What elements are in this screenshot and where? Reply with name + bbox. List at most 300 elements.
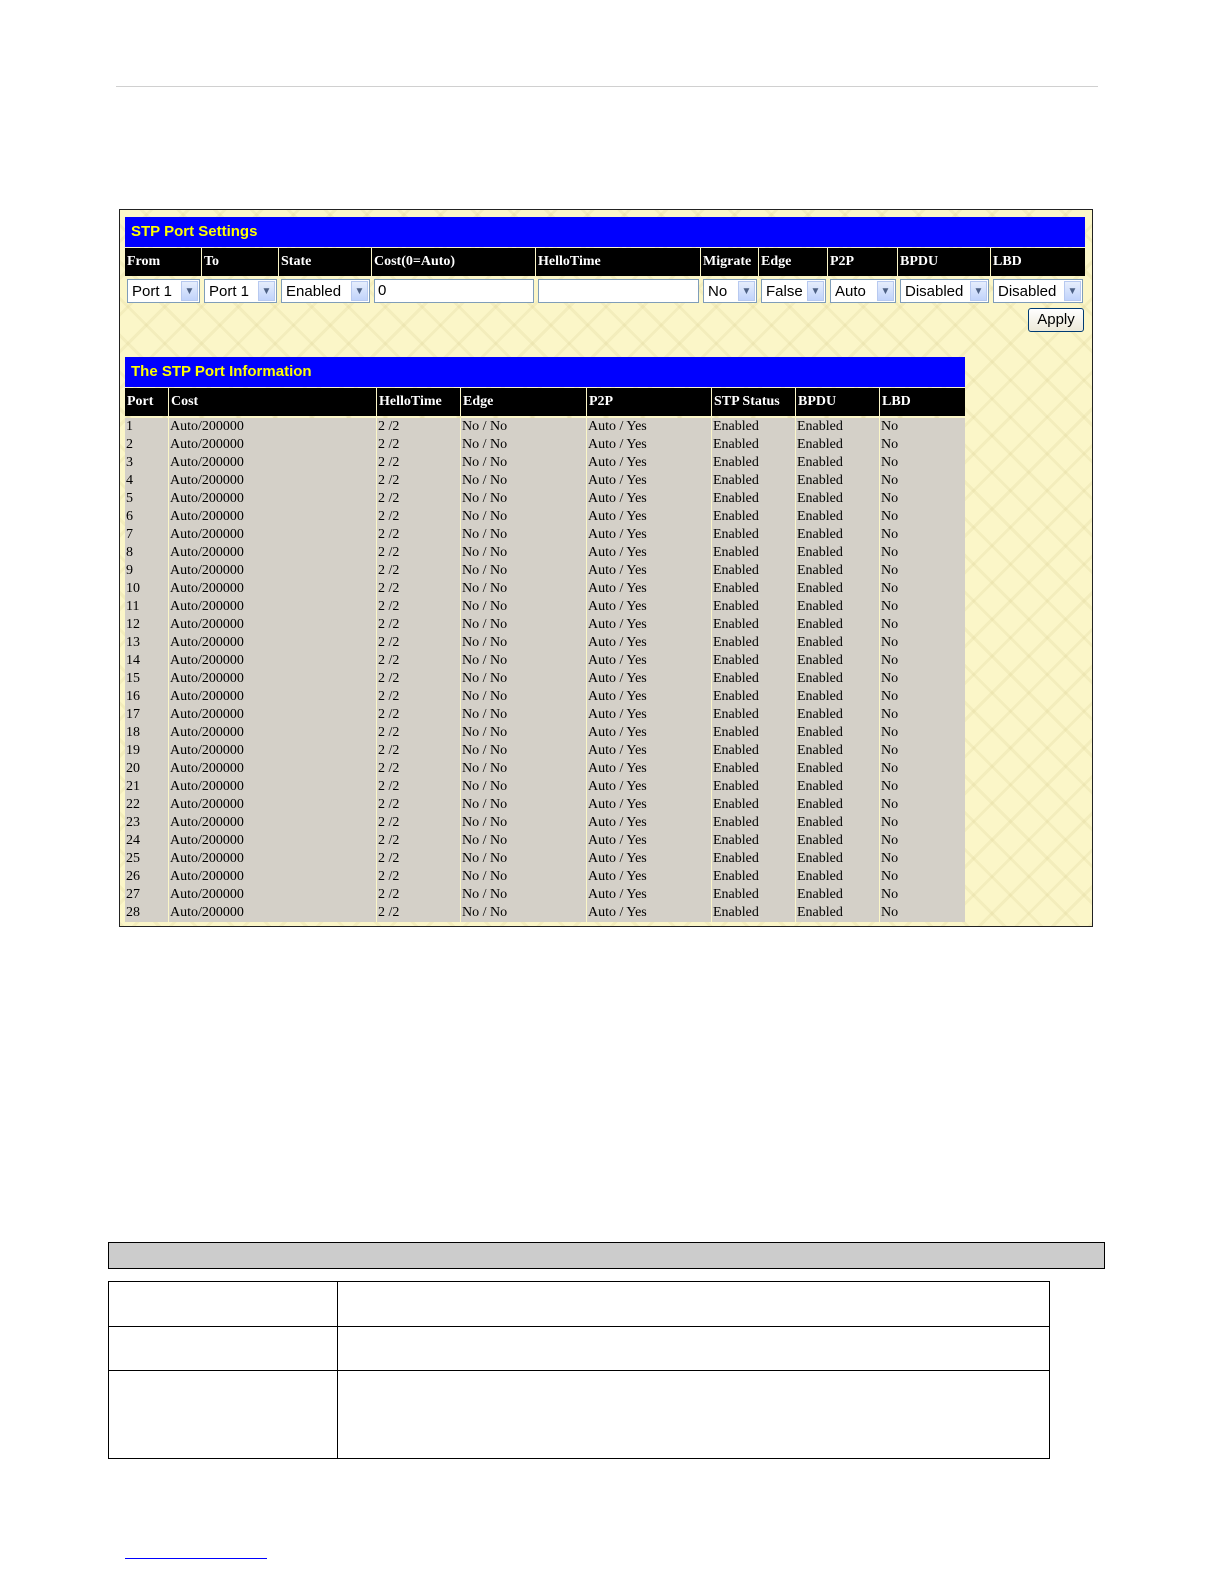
bpdu-select[interactable]: Disabled ▼ xyxy=(900,279,989,303)
table-row xyxy=(125,616,965,634)
table-cell: Auto/200000 xyxy=(169,814,377,832)
table-cell: No xyxy=(881,833,899,848)
table-row xyxy=(125,832,965,850)
table-row xyxy=(125,760,965,778)
table-cell: No / No xyxy=(461,724,587,742)
apply-button[interactable]: Apply xyxy=(1028,308,1084,332)
table-row xyxy=(125,598,965,616)
table-cell: Auto/200000 xyxy=(169,850,377,868)
table-cell: No xyxy=(881,743,899,758)
lbd-select[interactable]: Disabled ▼ xyxy=(993,279,1083,303)
info-title-bar: The STP Port Information xyxy=(125,357,965,387)
table-row xyxy=(125,778,965,796)
table-cell: Auto / Yes xyxy=(587,508,712,526)
table-row xyxy=(125,670,965,688)
table-cell: Auto / Yes xyxy=(587,832,712,850)
table-row xyxy=(125,814,965,832)
table-cell: 10 xyxy=(125,580,169,598)
state-select[interactable]: Enabled ▼ xyxy=(281,279,370,303)
chevron-down-icon[interactable]: ▼ xyxy=(877,281,894,301)
table-cell: Enabled xyxy=(796,526,880,544)
table-cell: No / No xyxy=(461,472,587,490)
table-cell: Enabled xyxy=(796,742,880,760)
table-cell: Enabled xyxy=(712,418,796,436)
table-cell: Auto/200000 xyxy=(169,778,377,796)
edge-select[interactable]: False ▼ xyxy=(761,279,826,303)
table-cell: Enabled xyxy=(796,706,880,724)
table-cell: Enabled xyxy=(712,796,796,814)
table-cell: Auto/200000 xyxy=(169,652,377,670)
table-cell: Enabled xyxy=(796,814,880,832)
table-cell: Enabled xyxy=(796,886,880,904)
table-cell: Auto/200000 xyxy=(169,706,377,724)
table-cell: 2 /2 xyxy=(377,562,461,580)
table-row xyxy=(125,706,965,724)
table-cell: Enabled xyxy=(796,598,880,616)
header-lbd: LBD xyxy=(993,254,1022,269)
table-cell: Enabled xyxy=(712,526,796,544)
table-cell: 2 /2 xyxy=(377,850,461,868)
chevron-down-icon[interactable]: ▼ xyxy=(970,281,987,301)
table-cell: 12 xyxy=(125,616,169,634)
table-cell: 13 xyxy=(125,634,169,652)
table-cell: 2 /2 xyxy=(377,706,461,724)
table-cell: Auto / Yes xyxy=(587,706,712,724)
table-cell: Auto / Yes xyxy=(587,598,712,616)
table-cell: 2 /2 xyxy=(377,616,461,634)
table-cell: No xyxy=(881,617,899,632)
table-cell: No / No xyxy=(461,796,587,814)
table-cell: No / No xyxy=(461,490,587,508)
table-cell: No / No xyxy=(461,508,587,526)
table-row xyxy=(125,868,965,886)
table-cell: 2 /2 xyxy=(377,814,461,832)
table-cell: 3 xyxy=(125,454,169,472)
table-cell: 2 /2 xyxy=(377,436,461,454)
table-cell: Enabled xyxy=(796,418,880,436)
table-row xyxy=(109,1282,1050,1327)
table-cell: Enabled xyxy=(712,904,796,922)
table-cell: No xyxy=(881,473,899,488)
table-cell: No / No xyxy=(461,706,587,724)
table-cell: No xyxy=(881,869,899,884)
table-cell: 27 xyxy=(125,886,169,904)
table-row xyxy=(125,904,965,922)
table-cell: 2 /2 xyxy=(377,454,461,472)
table-row xyxy=(125,688,965,706)
table-cell: Auto/200000 xyxy=(169,580,377,598)
table-cell: Auto/200000 xyxy=(169,472,377,490)
table-cell: Enabled xyxy=(712,598,796,616)
table-cell: 2 /2 xyxy=(377,490,461,508)
table-cell: Enabled xyxy=(712,490,796,508)
table-cell: 28 xyxy=(125,904,169,922)
chevron-down-icon[interactable]: ▼ xyxy=(181,281,198,301)
parameter-description-table xyxy=(108,1281,1050,1459)
table-row xyxy=(125,490,965,508)
table-cell: No xyxy=(881,437,899,452)
table-cell: 4 xyxy=(125,472,169,490)
header-port: Port xyxy=(125,388,169,416)
table-cell: No xyxy=(881,851,899,866)
table-cell: Enabled xyxy=(796,868,880,886)
table-cell: Enabled xyxy=(712,544,796,562)
table-cell: No / No xyxy=(461,598,587,616)
table-cell: Enabled xyxy=(796,634,880,652)
table-cell: Enabled xyxy=(712,688,796,706)
table-cell: Auto/200000 xyxy=(169,832,377,850)
table-cell: No / No xyxy=(461,742,587,760)
table-cell: No xyxy=(881,545,899,560)
table-cell: Enabled xyxy=(796,796,880,814)
table-cell: Auto/200000 xyxy=(169,742,377,760)
table-cell: No xyxy=(881,761,899,776)
p2p-select[interactable]: Auto ▼ xyxy=(830,279,896,303)
table-cell: 19 xyxy=(125,742,169,760)
table-cell: Auto/200000 xyxy=(169,868,377,886)
table-cell: No xyxy=(881,527,899,542)
settings-control-row xyxy=(125,278,1085,304)
table-cell: Auto/200000 xyxy=(169,634,377,652)
table-cell: No xyxy=(881,455,899,470)
table-cell: Auto / Yes xyxy=(587,688,712,706)
chevron-down-icon[interactable]: ▼ xyxy=(258,281,275,301)
table-cell: Auto / Yes xyxy=(587,616,712,634)
table-cell: 1 xyxy=(125,418,169,436)
table-cell: No / No xyxy=(461,634,587,652)
table-cell: No / No xyxy=(461,850,587,868)
table-cell: No / No xyxy=(461,580,587,598)
table-cell: No / No xyxy=(461,778,587,796)
table-cell: Enabled xyxy=(712,454,796,472)
table-cell: No / No xyxy=(461,904,587,922)
table-cell: 15 xyxy=(125,670,169,688)
table-cell: 2 /2 xyxy=(377,760,461,778)
table-cell: Enabled xyxy=(712,652,796,670)
chevron-down-icon[interactable]: ▼ xyxy=(738,281,755,301)
table-cell: Enabled xyxy=(796,472,880,490)
table-cell: No / No xyxy=(461,436,587,454)
table-cell: Enabled xyxy=(796,562,880,580)
table-cell: No / No xyxy=(461,418,587,436)
table-row xyxy=(125,796,965,814)
header-info-bpdu: BPDU xyxy=(796,388,880,416)
table-cell: Enabled xyxy=(712,778,796,796)
table-row xyxy=(125,508,965,526)
table-row xyxy=(125,418,965,436)
table-cell: Auto/200000 xyxy=(169,526,377,544)
table-cell: Enabled xyxy=(796,454,880,472)
table-cell: Enabled xyxy=(712,760,796,778)
table-row xyxy=(125,886,965,904)
table-cell: 2 /2 xyxy=(377,508,461,526)
stp-port-settings-window xyxy=(119,209,1093,927)
header-stp-status: STP Status xyxy=(712,388,796,416)
table-cell: 2 /2 xyxy=(377,418,461,436)
table-cell: Auto / Yes xyxy=(587,454,712,472)
table-cell: Auto / Yes xyxy=(587,742,712,760)
table-cell: No / No xyxy=(461,616,587,634)
table-row xyxy=(125,634,965,652)
table-cell: Auto/200000 xyxy=(169,886,377,904)
table-cell: No xyxy=(881,905,899,920)
settings-title-bar: STP Port Settings xyxy=(125,217,1085,247)
table-row xyxy=(109,1371,1050,1459)
table-cell: Auto / Yes xyxy=(587,526,712,544)
table-cell: Auto / Yes xyxy=(587,490,712,508)
header-state: State xyxy=(279,248,372,276)
table-cell: 2 /2 xyxy=(377,778,461,796)
table-cell: No xyxy=(881,887,899,902)
table-cell: Auto / Yes xyxy=(587,850,712,868)
table-cell: 17 xyxy=(125,706,169,724)
table-cell: Enabled xyxy=(712,436,796,454)
table-cell: Enabled xyxy=(712,706,796,724)
table-cell: No / No xyxy=(461,544,587,562)
table-cell: Auto / Yes xyxy=(587,886,712,904)
table-cell: 2 /2 xyxy=(377,670,461,688)
table-cell: No / No xyxy=(461,454,587,472)
table-cell: 24 xyxy=(125,832,169,850)
table-cell: Enabled xyxy=(796,904,880,922)
table-cell: Enabled xyxy=(796,688,880,706)
table-cell: Auto/200000 xyxy=(169,490,377,508)
table-cell: 11 xyxy=(125,598,169,616)
footer-link-underline xyxy=(125,1558,267,1559)
table-cell: 2 /2 xyxy=(377,652,461,670)
table-cell: No xyxy=(881,509,899,524)
chevron-down-icon[interactable]: ▼ xyxy=(1064,281,1081,301)
table-row xyxy=(125,652,965,670)
table-row xyxy=(125,562,965,580)
table-cell: Auto / Yes xyxy=(587,562,712,580)
table-cell: 26 xyxy=(125,868,169,886)
table-cell: Enabled xyxy=(796,490,880,508)
table-cell: No / No xyxy=(461,670,587,688)
section-header-bar xyxy=(108,1242,1105,1269)
table-cell: Auto/200000 xyxy=(169,418,377,436)
table-cell: Auto / Yes xyxy=(587,724,712,742)
table-cell: 2 xyxy=(125,436,169,454)
table-cell: No / No xyxy=(461,526,587,544)
table-cell: Enabled xyxy=(796,652,880,670)
table-row xyxy=(125,544,965,562)
table-cell: Auto/200000 xyxy=(169,688,377,706)
table-cell: 6 xyxy=(125,508,169,526)
table-cell: Auto / Yes xyxy=(587,544,712,562)
table-cell: Auto / Yes xyxy=(587,436,712,454)
table-cell: Auto/200000 xyxy=(169,904,377,922)
table-cell: 14 xyxy=(125,652,169,670)
header-to: To xyxy=(202,248,279,276)
table-cell: Auto/200000 xyxy=(169,670,377,688)
table-row xyxy=(125,580,965,598)
table-cell: 2 /2 xyxy=(377,688,461,706)
table-cell: 16 xyxy=(125,688,169,706)
table-cell: Auto / Yes xyxy=(587,868,712,886)
cost-input[interactable]: 0 xyxy=(374,279,534,303)
header-bpdu: BPDU xyxy=(898,248,991,276)
table-cell: Enabled xyxy=(796,616,880,634)
table-cell: 2 /2 xyxy=(377,544,461,562)
table-cell: No xyxy=(881,815,899,830)
header-p2p: P2P xyxy=(828,248,898,276)
table-cell: 20 xyxy=(125,760,169,778)
table-cell: No xyxy=(881,599,899,614)
table-cell: Enabled xyxy=(712,832,796,850)
table-cell: Auto / Yes xyxy=(587,814,712,832)
table-row xyxy=(125,454,965,472)
table-cell: Auto/200000 xyxy=(169,562,377,580)
port-info-table xyxy=(125,418,965,922)
table-cell: Enabled xyxy=(712,616,796,634)
table-cell: Auto / Yes xyxy=(587,778,712,796)
table-cell: 21 xyxy=(125,778,169,796)
table-cell: 2 /2 xyxy=(377,742,461,760)
table-cell: No xyxy=(881,653,899,668)
table-cell: Enabled xyxy=(796,724,880,742)
table-cell: Enabled xyxy=(796,670,880,688)
table-cell: No xyxy=(881,689,899,704)
table-cell: 8 xyxy=(125,544,169,562)
header-info-cost: Cost xyxy=(169,388,377,416)
table-cell: No xyxy=(881,491,899,506)
table-cell: Auto / Yes xyxy=(587,634,712,652)
table-cell: 2 /2 xyxy=(377,526,461,544)
table-cell: 25 xyxy=(125,850,169,868)
table-cell: Auto / Yes xyxy=(587,760,712,778)
hellotime-input[interactable] xyxy=(538,279,699,303)
table-cell: Auto / Yes xyxy=(587,796,712,814)
table-cell: No xyxy=(881,671,899,686)
table-cell: Enabled xyxy=(712,742,796,760)
table-cell: Enabled xyxy=(796,832,880,850)
table-cell: 2 /2 xyxy=(377,634,461,652)
table-cell: No xyxy=(881,779,899,794)
table-cell: 22 xyxy=(125,796,169,814)
table-cell: Enabled xyxy=(712,886,796,904)
table-cell: 23 xyxy=(125,814,169,832)
table-cell: 2 /2 xyxy=(377,724,461,742)
chevron-down-icon[interactable]: ▼ xyxy=(807,281,824,301)
table-cell: 2 /2 xyxy=(377,796,461,814)
table-cell: Auto/200000 xyxy=(169,724,377,742)
settings-header-row xyxy=(125,248,1085,276)
table-cell: 2 /2 xyxy=(377,580,461,598)
table-cell: Enabled xyxy=(712,472,796,490)
table-cell: No / No xyxy=(461,886,587,904)
chevron-down-icon[interactable]: ▼ xyxy=(351,281,368,301)
table-cell: No xyxy=(881,635,899,650)
header-hellotime: HelloTime xyxy=(536,248,701,276)
table-cell: Enabled xyxy=(796,850,880,868)
table-row xyxy=(125,472,965,490)
table-cell: No xyxy=(881,797,899,812)
table-cell: 18 xyxy=(125,724,169,742)
table-cell: No xyxy=(881,725,899,740)
header-info-lbd: LBD xyxy=(882,394,911,409)
table-cell: Auto/200000 xyxy=(169,616,377,634)
table-cell: No / No xyxy=(461,760,587,778)
table-cell: 7 xyxy=(125,526,169,544)
table-cell: Auto / Yes xyxy=(587,904,712,922)
table-cell: Enabled xyxy=(712,670,796,688)
from-port-select[interactable]: Port 1 ▼ xyxy=(127,279,200,303)
table-row xyxy=(125,742,965,760)
header-from: From xyxy=(125,248,202,276)
table-cell: Enabled xyxy=(712,850,796,868)
table-cell: Auto / Yes xyxy=(587,580,712,598)
table-cell: Auto / Yes xyxy=(587,472,712,490)
table-cell: Auto / Yes xyxy=(587,670,712,688)
table-cell: No xyxy=(881,419,899,434)
table-cell: Auto / Yes xyxy=(587,418,712,436)
table-cell: Enabled xyxy=(712,814,796,832)
table-cell: Auto/200000 xyxy=(169,760,377,778)
top-rule xyxy=(116,86,1098,87)
table-cell: Auto / Yes xyxy=(587,652,712,670)
table-cell: 2 /2 xyxy=(377,886,461,904)
table-cell: Auto/200000 xyxy=(169,436,377,454)
table-cell: Enabled xyxy=(712,868,796,886)
table-cell: Auto/200000 xyxy=(169,598,377,616)
table-cell: No / No xyxy=(461,562,587,580)
table-cell: Enabled xyxy=(796,436,880,454)
table-cell: Auto/200000 xyxy=(169,454,377,472)
table-cell: Enabled xyxy=(712,724,796,742)
table-cell: No / No xyxy=(461,688,587,706)
table-cell: Enabled xyxy=(796,580,880,598)
table-cell: 2 /2 xyxy=(377,472,461,490)
table-cell: No / No xyxy=(461,652,587,670)
table-cell: Enabled xyxy=(796,760,880,778)
to-port-select[interactable]: Port 1 ▼ xyxy=(204,279,277,303)
header-cost: Cost(0=Auto) xyxy=(372,248,536,276)
table-cell: 2 /2 xyxy=(377,904,461,922)
header-info-p2p: P2P xyxy=(587,388,712,416)
header-edge: Edge xyxy=(759,248,828,276)
table-cell: 2 /2 xyxy=(377,832,461,850)
table-cell: 9 xyxy=(125,562,169,580)
table-cell: Enabled xyxy=(796,778,880,796)
table-cell: Enabled xyxy=(712,580,796,598)
table-row xyxy=(109,1327,1050,1371)
table-cell: No / No xyxy=(461,868,587,886)
table-cell: Enabled xyxy=(712,508,796,526)
table-row xyxy=(125,526,965,544)
table-cell: No xyxy=(881,581,899,596)
table-cell: Enabled xyxy=(796,508,880,526)
table-row xyxy=(125,436,965,454)
table-cell: Enabled xyxy=(796,544,880,562)
table-row xyxy=(125,850,965,868)
table-cell: No xyxy=(881,707,899,722)
table-cell: No xyxy=(881,563,899,578)
table-cell: Enabled xyxy=(712,634,796,652)
header-info-edge: Edge xyxy=(461,388,587,416)
table-cell: Enabled xyxy=(712,562,796,580)
header-migrate: Migrate xyxy=(701,248,759,276)
table-cell: 5 xyxy=(125,490,169,508)
table-cell: No / No xyxy=(461,832,587,850)
table-cell: No / No xyxy=(461,814,587,832)
info-header-row xyxy=(125,388,965,416)
table-cell: 2 /2 xyxy=(377,868,461,886)
table-cell: Auto/200000 xyxy=(169,544,377,562)
migrate-select[interactable]: No ▼ xyxy=(703,279,757,303)
table-row xyxy=(125,724,965,742)
table-cell: 2 /2 xyxy=(377,598,461,616)
